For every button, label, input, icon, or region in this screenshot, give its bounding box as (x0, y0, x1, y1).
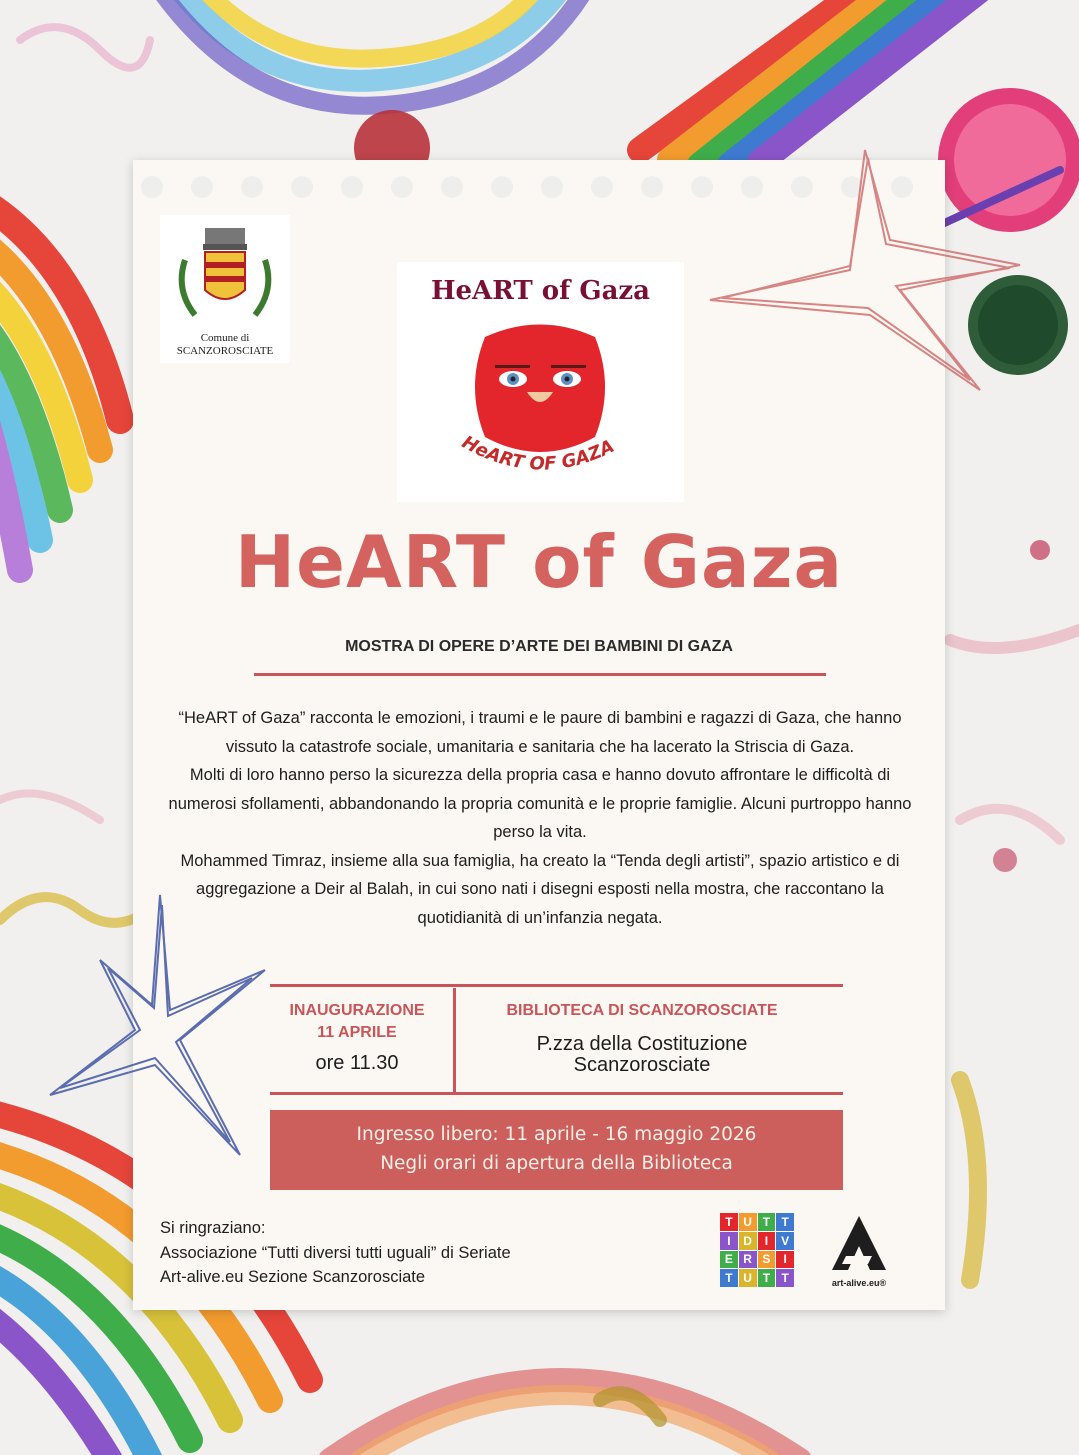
inauguration-date: 11 APRILE (317, 1024, 397, 1041)
tutti-logo-tile: E (720, 1251, 738, 1269)
tutti-logo-tile: T (776, 1269, 794, 1287)
tutti-logo-tile: I (720, 1232, 738, 1250)
subtitle-divider (254, 673, 826, 676)
municipality-crest (160, 215, 290, 363)
admission-banner (270, 1110, 843, 1190)
info-column-divider (453, 988, 456, 1093)
tutti-logo-tile: T (776, 1213, 794, 1231)
art-alive-logo (826, 1212, 892, 1292)
tutti-diversi-logo (720, 1213, 794, 1287)
admission-dates: Ingresso libero: 11 aprile - 16 maggio 2026 (356, 1124, 757, 1145)
acknowledgements (160, 1216, 620, 1290)
tutti-logo-tile: I (758, 1232, 776, 1250)
venue-address: P.zza della Costituzione (536, 1033, 748, 1055)
info-bottom-divider (270, 1092, 843, 1095)
tutti-logo-tile: D (739, 1232, 757, 1250)
art-alive-label: art-alive.eu® (831, 1278, 887, 1288)
municipality-label: Comune di (200, 332, 250, 344)
description (160, 704, 920, 932)
thanks-association: Associazione “Tutti diversi tutti uguali” di Seriate (160, 1243, 511, 1262)
thanks-heading: Si ringraziano: (160, 1219, 266, 1237)
tutti-logo-tile: T (720, 1269, 738, 1287)
tutti-logo-tile: I (776, 1251, 794, 1269)
tutti-logo-tile: R (739, 1251, 757, 1269)
page-title: HeART of Gaza (234, 520, 844, 604)
tutti-logo-tile: T (720, 1213, 738, 1231)
inauguration-label: INAUGURAZIONE (289, 1002, 425, 1019)
coat-of-arms-icon (175, 220, 275, 330)
tutti-logo-tile: S (758, 1251, 776, 1269)
description-paragraph: “HeART of Gaza” racconta le emozioni, i traumi e le paure di bambini e ragazzi di Gaza, che hanno vissuto la catastrofe sociale, umanitaria e sanitaria che ha lacerato la Striscia di Gaza. (178, 709, 902, 756)
municipality-name: SCANZOROSCIATE (176, 345, 274, 357)
tutti-logo-tile: U (739, 1213, 757, 1231)
subtitle: MOSTRA DI OPERE D’ARTE DEI BAMBINI DI GAZA (345, 638, 733, 655)
tutti-logo-tile: U (739, 1269, 757, 1287)
description-paragraph: Mohammed Timraz, insieme alla sua famiglia, ha creato la “Tenda degli artisti”, spazio artistico e di aggregazione a Deir al Balah, in cui sono nati i disegni esposti nella mostra, che raccontano la quotidianità di un’infanzia negata. (180, 851, 900, 927)
description-paragraph: Molti di loro hanno perso la sicurezza della propria casa e hanno dovuto affrontare le difficoltà di numerosi sfollamenti, abbandonando la propria comunità e le proprie famiglie. Alcuni purtroppo hanno perso la vita. (168, 766, 912, 841)
inauguration-info (262, 1000, 452, 1075)
logo-title: HeART of Gaza (430, 276, 651, 306)
inauguration-time: ore 11.30 (315, 1052, 399, 1074)
thanks-artalive: Art-alive.eu Sezione Scanzorosciate (160, 1268, 426, 1286)
tutti-logo-tile: V (776, 1232, 794, 1250)
tutti-logo-tile: T (758, 1213, 776, 1231)
admission-hours: Negli orari di apertura della Biblioteca (380, 1153, 733, 1174)
venue-label: BIBLIOTECA DI SCANZOROSCIATE (506, 1002, 778, 1019)
svg-text:HeART OF GAZA (458, 432, 617, 475)
art-alive-icon (826, 1212, 892, 1276)
venue-city: Scanzorosciate (573, 1054, 711, 1076)
info-top-divider (270, 984, 843, 987)
venue-info (462, 1000, 822, 1076)
logo-arc-label: HeART OF GAZA (458, 431, 618, 475)
red-star-icon (700, 140, 1030, 400)
tutti-logo-tile: T (758, 1269, 776, 1287)
logo-arc-text (437, 427, 647, 497)
heart-of-gaza-logo (397, 262, 684, 502)
